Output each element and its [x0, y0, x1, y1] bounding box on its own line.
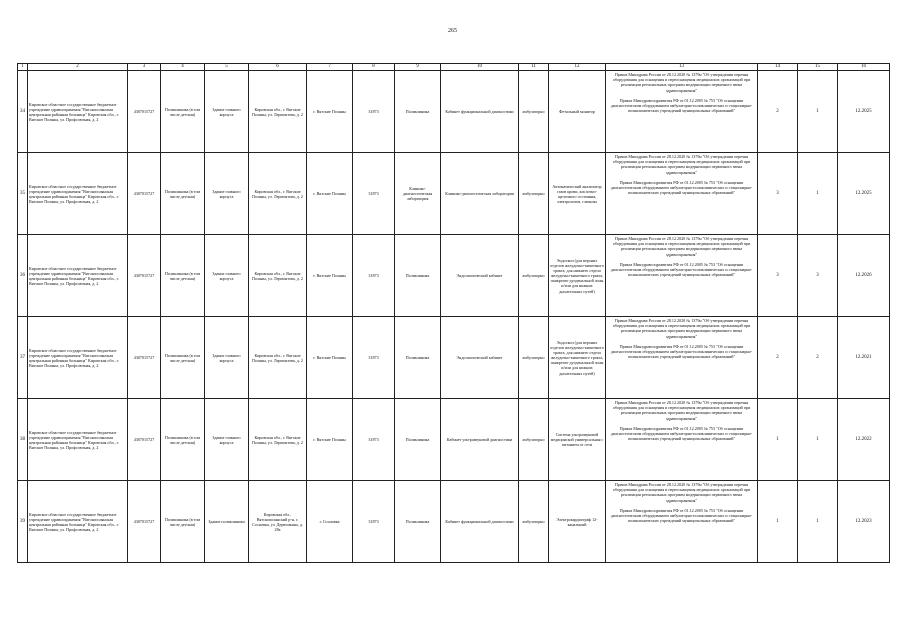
deadline-cell: 12.2022 — [838, 399, 890, 481]
regulation-order-1379n: Приказ Минздрава России от 28.12.2020 № 1379н "Об утверждении перечня оборудования для оснащения и переоснащения медицинских организаций при реализации региональных программ модернизации первичного звена здравоохранения" — [612, 154, 751, 175]
building-cell: Здание главного корпуса — [205, 235, 249, 317]
building-cell: Здание главного корпуса — [205, 317, 249, 399]
inn-cell: 4307015727 — [128, 153, 161, 235]
column-number-5: 5 — [205, 64, 249, 71]
oktmo-cell: 31873 — [353, 71, 395, 153]
inn-cell: 4307015727 — [128, 399, 161, 481]
table-row — [18, 317, 890, 399]
care-form-cell: амбулаторно — [519, 399, 549, 481]
need-quantity-cell: 2 — [758, 71, 798, 153]
care-form-cell: амбулаторно — [519, 481, 549, 563]
locality-cell: г. Вятские Поляны — [307, 317, 353, 399]
subdivision-cell: Клинико-диагностическая лаборатория — [395, 153, 441, 235]
building-cell: Здание главного корпуса — [205, 71, 249, 153]
department-cell: Поликлиника (в том числе детская) — [161, 235, 205, 317]
oktmo-cell: 31873 — [353, 399, 395, 481]
column-number-14: 14 — [758, 64, 798, 71]
care-form-cell: амбулаторно — [519, 71, 549, 153]
inn-cell: 4307015727 — [128, 235, 161, 317]
regulation-order-1379n: Приказ Минздрава России от 28.12.2020 № 1379н "Об утверждении перечня оборудования для оснащения и переоснащения медицинских организаций при реализации региональных программ модернизации первичного звена здравоохранения" — [612, 72, 751, 93]
deadline-cell: 12.2025 — [838, 153, 890, 235]
need-quantity-cell: 3 — [758, 235, 798, 317]
regulation-order-753: Приказ Минздравсоцразвития РФ от 01.12.2005 № 753 "Об оснащении диагностическим оборудованием амбулаторно-поликлинических и стационарно-поликлинических учреждений муниципальных образований" — [610, 425, 753, 441]
regulation-order-753: Приказ Минздравсоцразвития РФ от 01.12.2005 № 753 "Об оснащении диагностическим оборудованием амбулаторно-поликлинических и стационарно-поликлинических учреждений муниципальных образований" — [610, 507, 753, 523]
cabinet-cell: Эндоскопический кабинет — [441, 235, 519, 317]
regulation-order-753: Приказ Минздравсоцразвития РФ от 01.12.2005 № 753 "Об оснащении диагностическим оборудованием амбулаторно-поликлинических и стационарно-поликлинических учреждений муниципальных образований" — [610, 343, 753, 359]
regulation-order-753: Приказ Минздравсоцразвития РФ от 01.12.2005 № 753 "Об оснащении диагностическим оборудованием амбулаторно-поликлинических и стационарно-поликлинических учреждений муниципальных образований" — [610, 261, 753, 277]
column-number-6: 6 — [249, 64, 307, 71]
address-cell: Кировская обл., г. Вятские Поляны, ул. Лермонтова, д. 2 — [249, 153, 307, 235]
organization-cell: Кировское областное государственное бюджетное учреждение здравоохранения "Вятскополянская центральная районная больница" Кировская обл., г. Вятские Поляны, ул. Профсоюзная, д. 2 — [28, 317, 128, 399]
purchase-quantity-cell: 2 — [798, 317, 838, 399]
inn-cell: 4307015727 — [128, 317, 161, 399]
subdivision-cell: Поликлиника — [395, 481, 441, 563]
care-form-cell: амбулаторно — [519, 153, 549, 235]
organization-cell: Кировское областное государственное бюджетное учреждение здравоохранения "Вятскополянская центральная районная больница" Кировская обл., г. Вятские Поляны, ул. Профсоюзная, д. 2 — [28, 153, 128, 235]
cabinet-cell: Клинико-диагностическая лаборатория — [441, 153, 519, 235]
address-cell: Кировская обл., г. Вятские Поляны, ул. Лермонтова, д. 2 — [249, 399, 307, 481]
subdivision-cell: Поликлиника — [395, 71, 441, 153]
row-number: 35 — [18, 153, 28, 235]
department-cell: Поликлиника (в том числе детская) — [161, 71, 205, 153]
need-quantity-cell: 1 — [758, 399, 798, 481]
oktmo-cell: 31873 — [353, 153, 395, 235]
locality-cell: г. Вятские Поляны — [307, 399, 353, 481]
locality-cell: г. Сосновка — [307, 481, 353, 563]
equipment-cell: Автоматический анализатор газов крови, кислотно-щелочного состояния, электролитов, глюкозы — [549, 153, 606, 235]
building-cell: Здание поликлиники — [205, 481, 249, 563]
column-number-1: 1 — [18, 64, 28, 71]
table-row — [18, 399, 890, 481]
organization-cell: Кировское областное государственное бюджетное учреждение здравоохранения "Вятскополянская центральная районная больница" Кировская обл., г. Вятские Поляны, ул. Профсоюзная, д. 2 — [28, 481, 128, 563]
table-row — [18, 235, 890, 317]
purchase-quantity-cell: 1 — [798, 399, 838, 481]
building-cell: Здание главного корпуса — [205, 153, 249, 235]
column-number-15: 15 — [798, 64, 838, 71]
regulation-order-1379n: Приказ Минздрава России от 28.12.2020 № 1379н "Об утверждении перечня оборудования для оснащения и переоснащения медицинских организаций при реализации региональных программ модернизации первичного звена здравоохранения" — [612, 318, 751, 339]
row-number: 36 — [18, 235, 28, 317]
inn-cell: 4307015727 — [128, 481, 161, 563]
cabinet-cell: Кабинет функциональной диагностики — [441, 71, 519, 153]
address-cell: Кировская обл., Вятскополянский р-н, г. Сосновка, ул. Дерюшкина, д. 28а — [249, 481, 307, 563]
address-cell: Кировская обл., г. Вятские Поляны, ул. Лермонтова, д. 2 — [249, 71, 307, 153]
deadline-cell: 12.2021 — [838, 317, 890, 399]
equipment-cell: Эндоскоп (для верхних отделов желудочно-кишечного тракта, для нижнего отдела желудочно-кишечного тракта, панкреато-дуоденальной зоны и/или для нижних дыхательных путей) — [549, 317, 606, 399]
deadline-cell: 12.2026 — [838, 235, 890, 317]
locality-cell: г. Вятские Поляны — [307, 235, 353, 317]
row-number: 39 — [18, 481, 28, 563]
row-number: 34 — [18, 71, 28, 153]
locality-cell: г. Вятские Поляны — [307, 153, 353, 235]
organization-cell: Кировское областное государственное бюджетное учреждение здравоохранения "Вятскополянская центральная районная больница" Кировская обл., г. Вятские Поляны, ул. Профсоюзная, д. 2 — [28, 71, 128, 153]
address-cell: Кировская обл., г. Вятские Поляны, ул. Лермонтова, д. 2 — [249, 317, 307, 399]
department-cell: Поликлиника (в том числе детская) — [161, 399, 205, 481]
column-number-10: 10 — [441, 64, 519, 71]
column-number-16: 16 — [838, 64, 890, 71]
department-cell: Поликлиника (в том числе детская) — [161, 317, 205, 399]
organization-cell: Кировское областное государственное бюджетное учреждение здравоохранения "Вятскополянская центральная районная больница" Кировская обл., г. Вятские Поляны, ул. Профсоюзная, д. 2 — [28, 235, 128, 317]
oktmo-cell: 31873 — [353, 235, 395, 317]
regulation-order-1379n: Приказ Минздрава России от 28.12.2020 № 1379н "Об утверждении перечня оборудования для оснащения и переоснащения медицинских организаций при реализации региональных программ модернизации первичного звена здравоохранения" — [612, 400, 751, 421]
table-row — [18, 481, 890, 563]
column-number-7: 7 — [307, 64, 353, 71]
regulation-order-1379n: Приказ Минздрава России от 28.12.2020 № 1379н "Об утверждении перечня оборудования для оснащения и переоснащения медицинских организаций при реализации региональных программ модернизации первичного звена здравоохранения" — [612, 482, 751, 503]
equipment-cell: Система ультразвуковой медицинской универсальная с питанием от сети — [549, 399, 606, 481]
building-cell: Здание главного корпуса — [205, 399, 249, 481]
regulation-cell — [606, 317, 758, 399]
column-number-11: 11 — [519, 64, 549, 71]
department-cell: Поликлиника (в том числе детская) — [161, 481, 205, 563]
care-form-cell: амбулаторно — [519, 317, 549, 399]
department-cell: Поликлиника (в том числе детская) — [161, 153, 205, 235]
subdivision-cell: Поликлиника — [395, 399, 441, 481]
purchase-quantity-cell: 1 — [798, 71, 838, 153]
purchase-quantity-cell: 1 — [798, 153, 838, 235]
subdivision-cell: Поликлиника — [395, 317, 441, 399]
table-row — [18, 153, 890, 235]
regulation-order-753: Приказ Минздравсоцразвития РФ от 01.12.2005 № 753 "Об оснащении диагностическим оборудованием амбулаторно-поликлинических и стационарно-поликлинических учреждений муниципальных образований" — [610, 179, 753, 195]
purchase-quantity-cell: 3 — [798, 235, 838, 317]
care-form-cell: амбулаторно — [519, 235, 549, 317]
row-number: 37 — [18, 317, 28, 399]
address-cell: Кировская обл., г. Вятские Поляны, ул. Лермонтова, д. 2 — [249, 235, 307, 317]
page-number: 265 — [448, 28, 457, 34]
regulation-cell — [606, 481, 758, 563]
need-quantity-cell: 2 — [758, 317, 798, 399]
regulation-cell — [606, 71, 758, 153]
organization-cell: Кировское областное государственное бюджетное учреждение здравоохранения "Вятскополянская центральная районная больница" Кировская обл., г. Вятские Поляны, ул. Профсоюзная, д. 2 — [28, 399, 128, 481]
column-number-12: 12 — [549, 64, 606, 71]
need-quantity-cell: 1 — [758, 481, 798, 563]
equipment-cell: Эндоскоп (для верхних отделов желудочно-кишечного тракта, для нижнего отдела желудочно-кишечного тракта, панкреато-дуоденальной зоны и/или для нижних дыхательных путей) — [549, 235, 606, 317]
locality-cell: г. Вятские Поляны — [307, 71, 353, 153]
cabinet-cell: Кабинет функциональной диагностики — [441, 481, 519, 563]
column-number-8: 8 — [353, 64, 395, 71]
equipment-table — [17, 63, 890, 563]
column-number-2: 2 — [28, 64, 128, 71]
cabinet-cell: Кабинет ультразвуковой диагностики — [441, 399, 519, 481]
regulation-cell — [606, 399, 758, 481]
equipment-cell: Фетальный монитор — [549, 71, 606, 153]
subdivision-cell: Поликлиника — [395, 235, 441, 317]
regulation-order-753: Приказ Минздравсоцразвития РФ от 01.12.2005 № 753 "Об оснащении диагностическим оборудованием амбулаторно-поликлинических и стационарно-поликлинических учреждений муниципальных образований" — [610, 97, 753, 113]
row-number: 38 — [18, 399, 28, 481]
column-number-3: 3 — [128, 64, 161, 71]
column-number-4: 4 — [161, 64, 205, 71]
deadline-cell: 12.2025 — [838, 71, 890, 153]
table-row — [18, 71, 890, 153]
header-row — [18, 64, 890, 71]
purchase-quantity-cell: 1 — [798, 481, 838, 563]
regulation-order-1379n: Приказ Минздрава России от 28.12.2020 № 1379н "Об утверждении перечня оборудования для оснащения и переоснащения медицинских организаций при реализации региональных программ модернизации первичного звена здравоохранения" — [612, 236, 751, 257]
oktmo-cell: 31873 — [353, 481, 395, 563]
deadline-cell: 12.2023 — [838, 481, 890, 563]
need-quantity-cell: 3 — [758, 153, 798, 235]
inn-cell: 4307015727 — [128, 71, 161, 153]
column-number-9: 9 — [395, 64, 441, 71]
regulation-cell — [606, 235, 758, 317]
oktmo-cell: 31873 — [353, 317, 395, 399]
regulation-cell — [606, 153, 758, 235]
column-number-13: 13 — [606, 64, 758, 71]
equipment-cell: Электрокардиограф 12-канальный — [549, 481, 606, 563]
cabinet-cell: Эндоскопический кабинет — [441, 317, 519, 399]
